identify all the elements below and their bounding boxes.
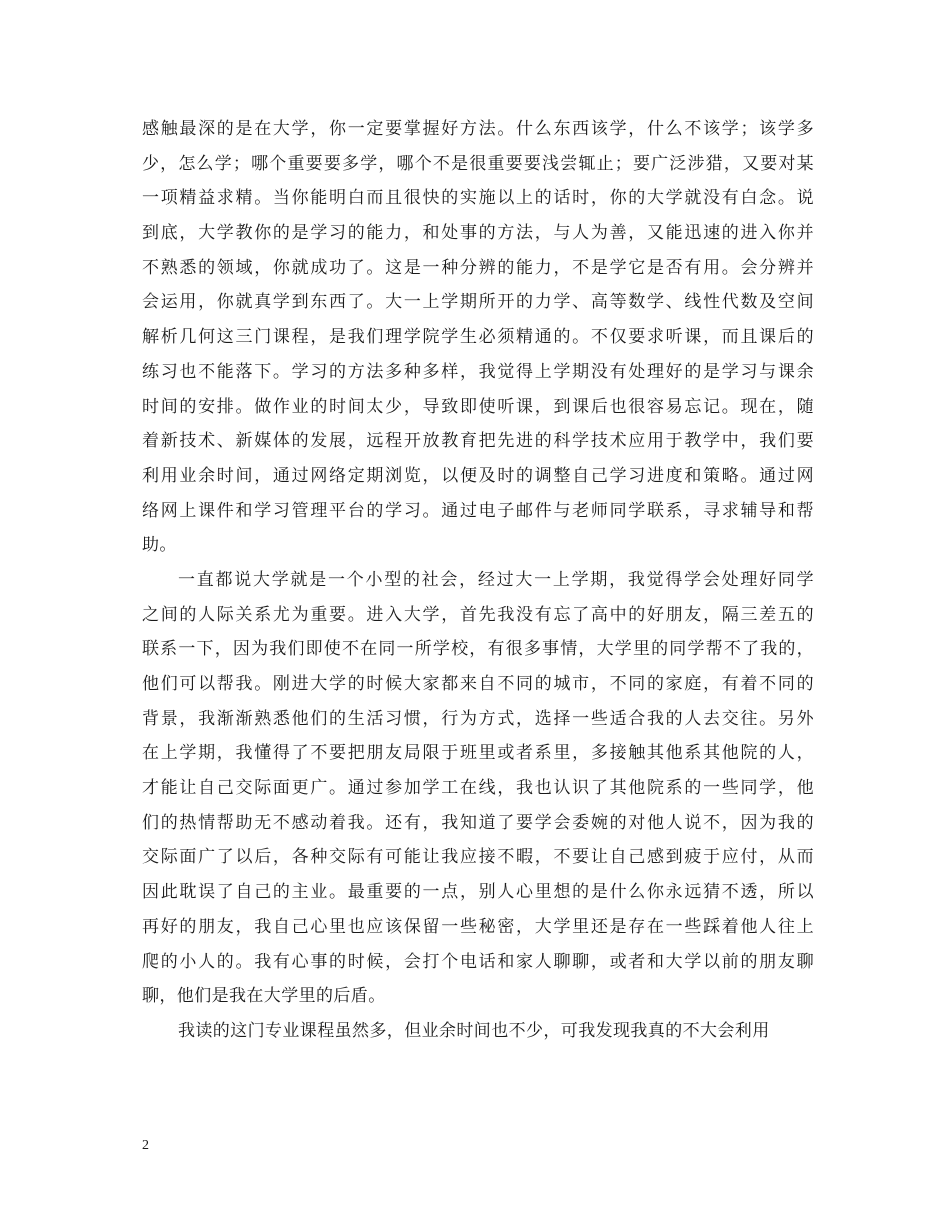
text-line: 络网上课件和学习管理平台的学习。通过电子邮件与老师同学联系，寻求辅导和帮	[142, 500, 814, 521]
text-line: 聊，他们是我在大学里的后盾。	[142, 986, 386, 1007]
text-line: 一项精益求精。当你能明白而且很快的实施以上的话时，你的大学就没有白念。说	[142, 188, 814, 209]
text-line: 背景，我渐渐熟悉他们的生活习惯，行为方式，选择一些适合我的人去交往。另外	[142, 708, 814, 729]
text-line: 解析几何这三门课程，是我们理学院学生必须精通的。不仅要求听课，而且课后的	[142, 327, 814, 348]
text-line: 联系一下，因为我们即使不在同一所学校，有很多事情，大学里的同学帮不了我的，	[142, 639, 814, 660]
text-line: 练习也不能落下。学习的方法多种多样，我觉得上学期没有处理好的是学习与课余	[142, 361, 814, 382]
text-line: 少，怎么学；哪个重要要多学，哪个不是很重要要浅尝辄止；要广泛涉猎，又要对某	[142, 153, 814, 174]
text-line: 时间的安排。做作业的时间太少，导致即使听课，到课后也很容易忘记。现在，随	[142, 396, 814, 417]
paragraph-start-line: 一直都说大学就是一个小型的社会，经过大一上学期，我觉得学会处理好同学	[178, 569, 814, 590]
text-line: 不熟悉的领域，你就成功了。这是一种分辨的能力，不是学它是否有用。会分辨并	[142, 257, 814, 278]
text-line: 利用业余时间，通过网络定期浏览，以便及时的调整自己学习进度和策略。通过网	[142, 465, 814, 486]
text-line: 助。	[142, 535, 177, 556]
paragraph-start-line: 我读的这门专业课程虽然多，但业余时间也不少，可我发现我真的不大会利用	[178, 1020, 770, 1041]
text-line: 在上学期，我懂得了不要把朋友局限于班里或者系里，多接触其他系其他院的人，	[142, 743, 814, 764]
text-line: 交际面广了以后，各种交际有可能让我应接不暇，不要让自己感到疲于应付，从而	[142, 847, 814, 868]
document-body	[142, 112, 814, 1049]
text-line: 之间的人际关系尤为重要。进入大学，首先我没有忘了高中的好朋友，隔三差五的	[142, 604, 814, 625]
text-line: 们的热情帮助无不感动着我。还有，我知道了要学会委婉的对他人说不，因为我的	[142, 812, 814, 833]
text-line: 感触最深的是在大学，你一定要掌握好方法。什么东西该学，什么不该学；该学多	[142, 119, 814, 139]
text-line: 爬的小人的。我有心事的时候，会打个电话和家人聊聊，或者和大学以前的朋友聊	[142, 951, 814, 972]
text-line: 到底，大学教你的是学习的能力，和处事的方法，与人为善，又能迅速的进入你并	[142, 223, 814, 244]
text-line: 会运用，你就真学到东西了。大一上学期所开的力学、高等数学、线性代数及空间	[142, 292, 814, 313]
text-line: 因此耽误了自己的主业。最重要的一点，别人心里想的是什么你永远猜不透，所以	[142, 882, 814, 903]
text-line: 他们可以帮我。刚进大学的时候大家都来自不同的城市，不同的家庭，有着不同的	[142, 674, 814, 694]
text-line: 再好的朋友，我自己心里也应该保留一些秘密，大学里还是存在一些踩着他人往上	[142, 916, 814, 937]
page-number: 2	[142, 1138, 149, 1153]
text-line: 才能让自己交际面更广。通过参加学工在线，我也认识了其他院系的一些同学，他	[142, 778, 814, 799]
text-line: 着新技术、新媒体的发展，远程开放教育把先进的科学技术应用于教学中，我们要	[142, 431, 814, 452]
